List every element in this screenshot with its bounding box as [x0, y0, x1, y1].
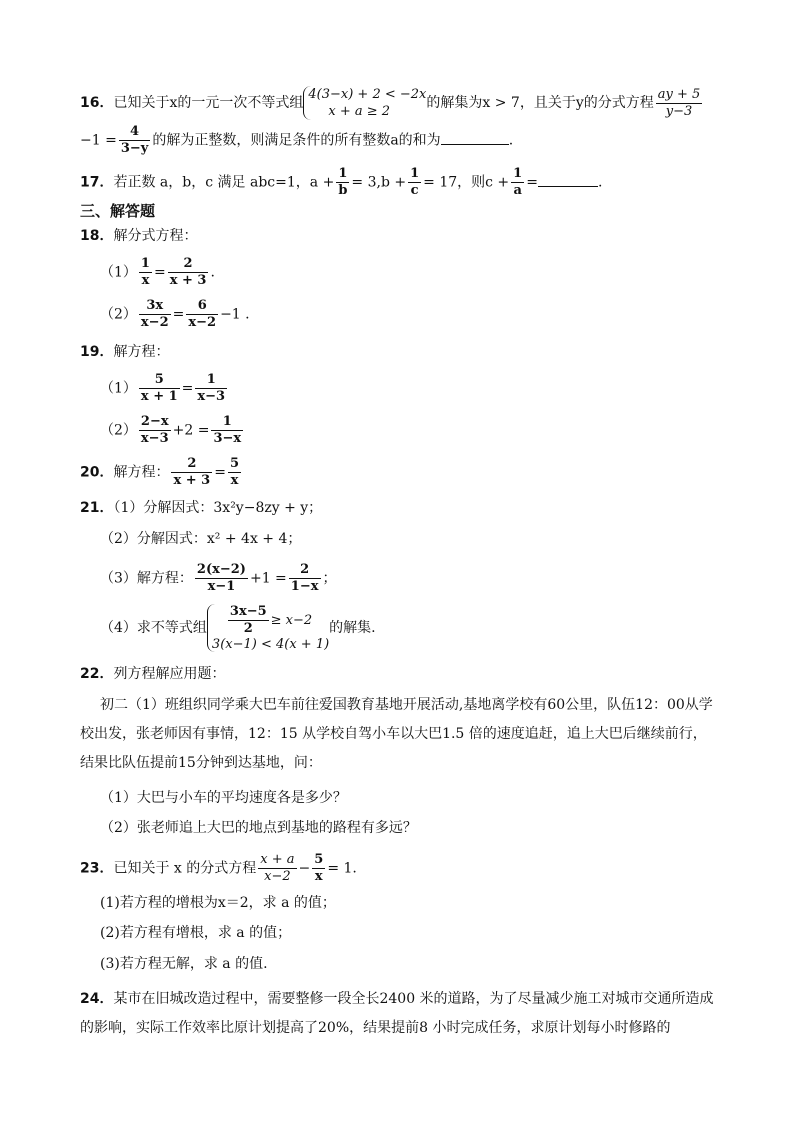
question-16-line-1: 16．已知关于x的一元一次不等式组 4(3−x) + 2 < −2x x + a ≥ 2 的解集为x > 7，且关于y的分式方程 $\frac{ay + 5}{y-3}$ [80, 86, 701, 119]
question-23: 23．已知关于 x 的分式方程 $\frac{x + a}{x-2}$ − $\frac{5}{x}$ = 1. [80, 852, 357, 884]
question-number: 21． [80, 500, 114, 516]
question-number: 23． [80, 860, 114, 877]
question-18-part-1: （1） $\frac{1}{x}$ = $\frac{2}{x + 3}$ . [100, 256, 215, 288]
question-number: 16． [80, 95, 114, 111]
question-23-part-3: (3)若方程无解，求 a 的值. [100, 956, 268, 972]
question-number: 18． [80, 228, 114, 244]
question-21-part-1: 21．（1）分解因式：3x²y−8zy + y； [80, 500, 323, 516]
fraction: $\frac{1}{c}$ [410, 166, 420, 198]
fraction: $\frac{2}{x + 3}$ [173, 456, 211, 488]
fraction: $\frac{1}{b}$ [338, 166, 348, 198]
question-18-title: 18．解分式方程： [80, 228, 198, 244]
question-20: 20．解方程： $\frac{2}{x + 3}$ = $\frac{5}{x}$ [80, 456, 240, 488]
section-heading: 三、解答题 [80, 202, 156, 220]
question-21-part-2: （2）分解因式：x² + 4x + 4； [100, 531, 302, 547]
fraction: $\frac{2}{x + 3}$ [169, 256, 207, 288]
question-23-part-2: (2)若方程有增根，求 a 的值； [100, 925, 292, 941]
fraction: $\frac{1}{x}$ [140, 256, 150, 288]
fraction: $\frac{1}{a}$ [513, 166, 523, 198]
fraction: $\frac{1}{3-x}$ [213, 414, 242, 446]
question-19-part-2: （2） $\frac{2-x}{x-3}$ +2 = $\frac{1}{3-x}$ [100, 414, 242, 446]
fraction: $\frac{5}{x + 1}$ [140, 372, 178, 404]
fraction: $\frac{5}{x}$ [314, 852, 324, 884]
question-16-line-2: −1 = $\frac{4}{3-y}$ 的解为正整数，则满足条件的所有整数a的和为 . [80, 124, 514, 156]
fraction: $\frac{ay + 5}{y-3}$ [657, 86, 701, 119]
question-17: 17．若正数 a，b，c 满足 abc=1，a + $\frac{1}{b}$ = 3,b + $\frac{1}{c}$ = 17，则c + $\frac{1}{a}$ = . [80, 166, 603, 198]
question-19-part-1: （1） $\frac{5}{x + 1}$ = $\frac{1}{x-3}$ [100, 372, 226, 404]
fraction: $\frac{2-x}{x-3}$ [140, 414, 169, 446]
question-24: 24．某市在旧城改造过程中，需要整修一段全长2400 米的道路，为了尽量减少施工对城市交通所造成的影响，实际工作效率比原计划提高了20%，结果提前8 小时完成任务，求原计划每小时修路的 [80, 991, 714, 1036]
question-number: 17． [80, 174, 114, 191]
question-19-title: 19．解方程： [80, 344, 170, 360]
fraction: $\frac{5}{x}$ [229, 456, 240, 488]
question-21-part-3: （3）解方程： $\frac{2(x-2)}{x-1}$ +1 = $\frac{2}{1-x}$ ； [100, 562, 337, 594]
question-number: 24． [80, 991, 114, 1007]
fraction: $\frac{x + a}{x-2}$ [260, 852, 295, 884]
fraction: $\frac{2(x-2)}{x-1}$ [196, 562, 246, 594]
question-number: 22． [80, 666, 114, 682]
fraction: $\frac{3x}{x-2}$ [140, 298, 169, 330]
fraction: $\frac{6}{x-2}$ [188, 298, 217, 330]
question-number: 19． [80, 344, 114, 360]
question-22-part-1: （1）大巴与小车的平均速度各是多少？ [100, 790, 347, 806]
fraction: $\frac{1}{x-3}$ [197, 372, 226, 404]
fraction: $\frac{2}{1-x}$ [290, 562, 319, 594]
question-23-part-1: (1)若方程的增根为x＝2，求 a 的值； [100, 895, 336, 911]
answer-blank[interactable] [441, 130, 509, 145]
question-22-body: 初二（1）班组织同学乘大巴车前往爱国教育基地开展活动,基地离学校有60公里，队伍12：00从学校出发，张老师因有事情，12：15 从学校自驾小车以大巴1.5 倍的速度追赶，追上大巴后继续前行，结果比队伍提前15分钟到达基地，问： [80, 697, 713, 771]
inequality-system: $\frac{3x-5}{2}$ ≥ x−2 3(x−1) < 4(x + 1) [207, 604, 329, 652]
question-18-part-2: （2） $\frac{3x}{x-2}$ = $\frac{6}{x-2}$ −1 . [100, 298, 250, 330]
answer-blank[interactable] [538, 172, 598, 187]
question-21-part-4: （4）求不等式组 $\frac{3x-5}{2}$ ≥ x−2 3(x−1) < 4(x + 1) 的解集. [100, 604, 376, 652]
question-22-title: 22．列方程解应用题： [80, 666, 226, 682]
question-number: 20． [80, 464, 114, 481]
inequality-system: 4(3−x) + 2 < −2x x + a ≥ 2 [303, 86, 426, 120]
fraction: $\frac{4}{3-y}$ [120, 124, 149, 156]
question-22-part-2: （2）张老师追上大巴的地点到基地的路程有多远？ [100, 820, 417, 836]
